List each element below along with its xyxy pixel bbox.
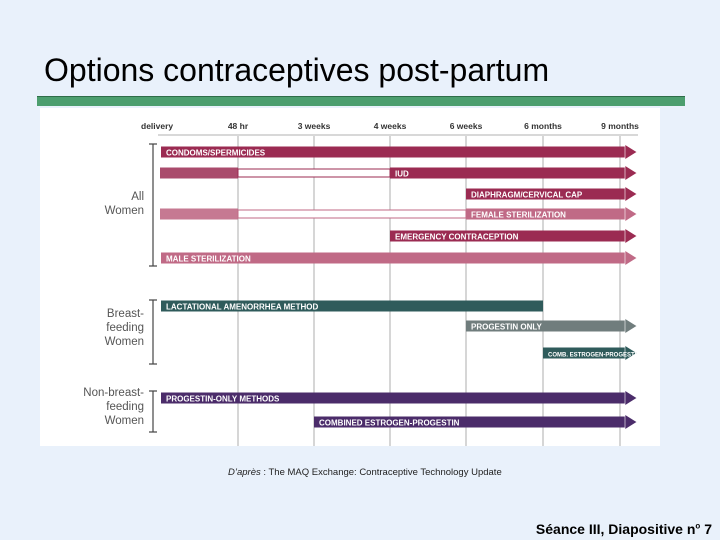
group-label-line: Women xyxy=(104,205,144,217)
timeline-header-label: delivery xyxy=(141,121,174,131)
group-label-line: Non-breast- xyxy=(83,387,144,399)
timeline-bar-label: EMERGENCY CONTRACEPTION xyxy=(395,232,519,242)
group-label-line: Women xyxy=(104,336,144,348)
source-prefix: D’après xyxy=(228,467,261,478)
timeline-header-label: 48 hr xyxy=(227,121,249,131)
timeline-header-label: 4 weeks xyxy=(373,121,407,131)
slide-number-superscript: o xyxy=(695,521,701,531)
source-text: : The MAQ Exchange: Contraceptive Technology Update xyxy=(260,467,502,478)
group-label-line: feeding xyxy=(106,401,144,413)
timeline-bar-label: IUD xyxy=(395,169,409,179)
timeline-bar-arrowhead xyxy=(625,415,637,430)
title-underline xyxy=(37,96,685,106)
group-label-line: feeding xyxy=(106,322,144,334)
timeline-header-label: 3 weeks xyxy=(297,121,331,131)
timeline-bar-arrowhead xyxy=(625,391,637,406)
timeline-bar-segment xyxy=(160,209,238,220)
timeline-header-label: 9 months xyxy=(601,121,639,131)
group-label-line: Breast- xyxy=(106,308,144,320)
timeline-bar-label: FEMALE STERILIZATION xyxy=(471,210,566,220)
timeline-bar-arrowhead xyxy=(625,229,637,244)
timeline-bar-label: DIAPHRAGM/CERVICAL CAP xyxy=(471,190,583,200)
timeline-header-label: 6 months xyxy=(524,121,562,131)
slide-number-label: Séance III, Diapositive n xyxy=(535,521,696,537)
slide-title: Options contraceptives post-partum xyxy=(44,52,550,88)
slide-number xyxy=(536,521,712,537)
timeline-bar-label: LACTATIONAL AMENORRHEA METHOD xyxy=(166,302,319,312)
contraceptive-timeline-chart xyxy=(40,108,660,446)
timeline-svg xyxy=(40,108,660,446)
timeline-bar-label: PROGESTIN ONLY xyxy=(471,322,542,332)
timeline-bar-label: CONDOMS/SPERMICIDES xyxy=(166,148,266,158)
timeline-bar-label: PROGESTIN-ONLY METHODS xyxy=(166,394,280,404)
timeline-bar xyxy=(390,168,625,179)
timeline-header-label: 6 weeks xyxy=(449,121,483,131)
source-citation xyxy=(228,467,502,478)
timeline-bar-gap xyxy=(238,169,390,177)
timeline-bar-arrowhead xyxy=(625,207,637,222)
timeline-bar-label: MALE STERILIZATION xyxy=(166,254,251,264)
timeline-bar-arrowhead xyxy=(625,319,637,334)
timeline-bar-arrowhead xyxy=(625,251,637,266)
timeline-bar-label: COMB. ESTROGEN-PROGESTIN xyxy=(548,352,641,359)
timeline-bar-gap xyxy=(238,210,466,218)
group-label-line: Women xyxy=(104,415,144,427)
slide-number-value: 7 xyxy=(700,521,712,537)
timeline-bar-arrowhead xyxy=(625,166,637,181)
group-label-line: All xyxy=(131,191,144,203)
timeline-bar-arrowhead xyxy=(625,187,637,202)
timeline-bar-arrowhead xyxy=(625,145,637,160)
timeline-bar-segment xyxy=(160,168,238,179)
timeline-bar-label: COMBINED ESTROGEN-PROGESTIN xyxy=(319,418,460,428)
